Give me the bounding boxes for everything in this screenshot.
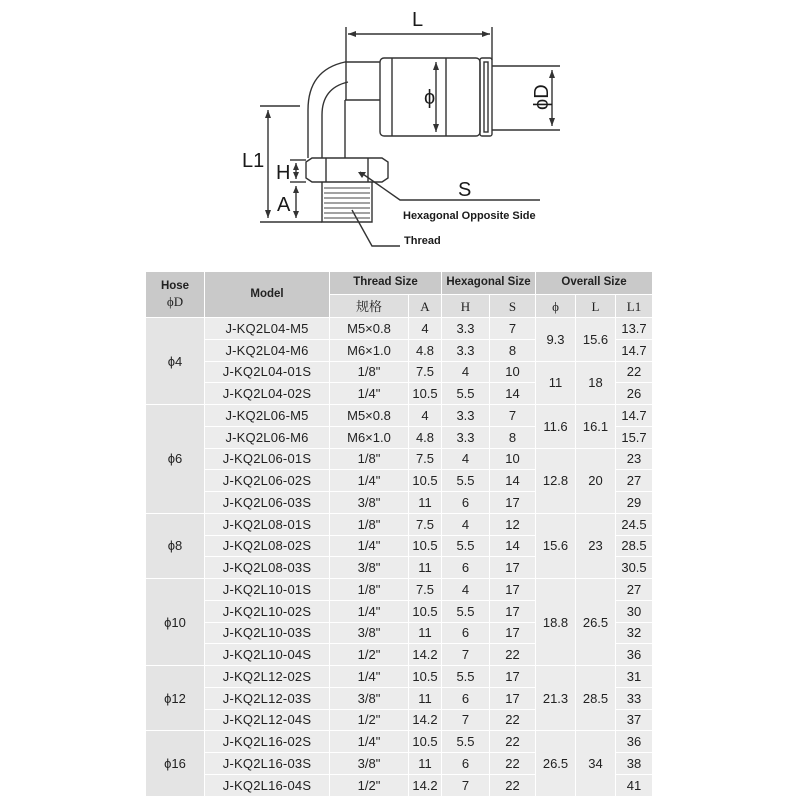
model-cell: J-KQ2L06-01S	[205, 448, 330, 470]
label-l1: L1	[242, 150, 265, 172]
thread-spec-cell: 1/4"	[330, 470, 409, 492]
arrow-l-right	[482, 31, 490, 37]
thread-spec-cell: M5×0.8	[330, 405, 409, 427]
model-cell: J-KQ2L12-02S	[205, 666, 330, 688]
label-s: S	[458, 179, 472, 201]
thread-spec-cell: 3/8"	[330, 687, 409, 709]
thread-spec-cell: 1/4"	[330, 383, 409, 405]
model-cell: J-KQ2L12-04S	[205, 709, 330, 731]
thread-spec-cell: 1/8"	[330, 361, 409, 383]
thread-spec-cell: 1/2"	[330, 709, 409, 731]
overall-l1-cell: 38	[616, 753, 653, 775]
overall-l1-cell: 26	[616, 383, 653, 405]
overall-l1-cell: 14.7	[616, 339, 653, 361]
overall-l-cell: 18	[576, 361, 616, 405]
subheader-spec: 规格	[330, 295, 409, 318]
hex-s-cell: 17	[490, 557, 536, 579]
model-cell: J-KQ2L16-03S	[205, 753, 330, 775]
model-cell: J-KQ2L04-01S	[205, 361, 330, 383]
model-cell: J-KQ2L16-04S	[205, 774, 330, 796]
release-ring-inner	[484, 62, 488, 132]
hex-s-cell: 8	[490, 426, 536, 448]
hex-h-cell: 4	[442, 579, 490, 601]
overall-l-cell: 26.5	[576, 579, 616, 666]
thread-a-cell: 7.5	[409, 448, 442, 470]
thread-leader	[352, 210, 400, 246]
hex-h-cell: 5.5	[442, 535, 490, 557]
overall-l1-cell: 22	[616, 361, 653, 383]
hex-h-cell: 7	[442, 709, 490, 731]
overall-l1-cell: 31	[616, 666, 653, 688]
table-row	[146, 579, 653, 601]
thread-a-cell: 11	[409, 687, 442, 709]
hex-s-cell: 22	[490, 753, 536, 775]
elbow-fitting-drawing	[0, 0, 800, 265]
overall-phi-cell: 11.6	[536, 405, 576, 449]
thread-a-cell: 14.2	[409, 709, 442, 731]
table-row	[146, 318, 653, 340]
thread-spec-cell: 1/8"	[330, 513, 409, 535]
thread-spec-cell: 1/8"	[330, 448, 409, 470]
hex-s-cell: 22	[490, 709, 536, 731]
thread-a-cell: 4	[409, 318, 442, 340]
hex-h-cell: 7	[442, 644, 490, 666]
thread-a-cell: 4.8	[409, 339, 442, 361]
overall-phi-cell: 26.5	[536, 731, 576, 796]
subheader-h: H	[442, 295, 490, 318]
overall-l1-cell: 28.5	[616, 535, 653, 557]
table-row	[146, 513, 653, 535]
thread-spec-cell: M6×1.0	[330, 426, 409, 448]
hex-h-cell: 3.3	[442, 405, 490, 427]
hex-s-cell: 17	[490, 687, 536, 709]
model-cell: J-KQ2L12-03S	[205, 687, 330, 709]
overall-phi-cell: 12.8	[536, 448, 576, 513]
thread-spec-cell: M6×1.0	[330, 339, 409, 361]
hex-s-cell: 7	[490, 318, 536, 340]
thread-a-cell: 10.5	[409, 666, 442, 688]
label-a: A	[277, 194, 291, 216]
label-phid: ϕD	[531, 84, 553, 110]
overall-l1-cell: 41	[616, 774, 653, 796]
table-row	[146, 405, 653, 427]
thread-spec-cell: 1/4"	[330, 600, 409, 622]
overall-l-cell: 20	[576, 448, 616, 513]
hose-header-line1: Hose	[160, 279, 190, 292]
hose-size-cell: ϕ12	[146, 666, 205, 731]
hex-h-cell: 3.3	[442, 339, 490, 361]
hex-s-cell: 22	[490, 731, 536, 753]
arrow-phi-top	[433, 62, 439, 70]
hex-size-header: Hexagonal Size	[442, 272, 536, 295]
hose-size-cell: ϕ4	[146, 318, 205, 405]
thread-spec-cell: 1/4"	[330, 731, 409, 753]
label-hex-callout: Hexagonal Opposite Side	[403, 210, 536, 222]
arrow-a-bottom	[293, 211, 299, 218]
hex-s-cell: 10	[490, 448, 536, 470]
hex-h-cell: 7	[442, 774, 490, 796]
hex-h-cell: 6	[442, 557, 490, 579]
thread-a-cell: 11	[409, 753, 442, 775]
model-header: Model	[205, 272, 330, 318]
hex-s-cell: 14	[490, 535, 536, 557]
arrow-l-left	[348, 31, 356, 37]
model-cell: J-KQ2L04-M5	[205, 318, 330, 340]
thread-a-cell: 10.5	[409, 731, 442, 753]
hose-header	[146, 272, 205, 318]
overall-l1-cell: 32	[616, 622, 653, 644]
elbow-inner-contour	[322, 82, 348, 158]
model-cell: J-KQ2L06-02S	[205, 470, 330, 492]
overall-l-cell: 16.1	[576, 405, 616, 449]
label-phi: ϕ	[424, 87, 436, 109]
table-row	[146, 666, 653, 688]
thread-a-cell: 7.5	[409, 513, 442, 535]
hose-header-line2: ϕD	[166, 294, 184, 310]
thread-a-cell: 10.5	[409, 383, 442, 405]
model-cell: J-KQ2L04-02S	[205, 383, 330, 405]
thread-spec-cell: 3/8"	[330, 753, 409, 775]
thread-a-cell: 10.5	[409, 470, 442, 492]
thread-a-cell: 7.5	[409, 579, 442, 601]
arrow-phi-bottom	[433, 124, 439, 132]
model-cell: J-KQ2L08-01S	[205, 513, 330, 535]
thread-spec-cell: 3/8"	[330, 622, 409, 644]
thread-size-header: Thread Size	[330, 272, 442, 295]
label-h: H	[276, 162, 291, 184]
thread-spec-cell: 1/2"	[330, 774, 409, 796]
hex-h-cell: 5.5	[442, 383, 490, 405]
hex-s-cell: 17	[490, 622, 536, 644]
overall-phi-cell: 18.8	[536, 579, 576, 666]
hex-h-cell: 6	[442, 622, 490, 644]
hose-size-cell: ϕ6	[146, 405, 205, 514]
arrow-l1-top	[265, 110, 271, 118]
overall-l1-cell: 27	[616, 470, 653, 492]
s-leader	[360, 172, 540, 200]
subheader-l1: L1	[616, 295, 653, 318]
table-row	[146, 361, 653, 383]
hex-h-cell: 6	[442, 753, 490, 775]
thread-a-cell: 4	[409, 405, 442, 427]
arrow-l1-bottom	[265, 210, 271, 218]
table-row	[146, 731, 653, 753]
overall-l1-cell: 30.5	[616, 557, 653, 579]
overall-l1-cell: 37	[616, 709, 653, 731]
thread-a-cell: 11	[409, 557, 442, 579]
hex-h-cell: 6	[442, 492, 490, 514]
arrow-a-top	[293, 186, 299, 193]
overall-l-cell: 34	[576, 731, 616, 796]
header-row	[146, 272, 653, 295]
hex-s-cell: 22	[490, 644, 536, 666]
overall-l1-cell: 36	[616, 731, 653, 753]
hex-h-cell: 5.5	[442, 666, 490, 688]
overall-phi-cell: 9.3	[536, 318, 576, 362]
hex-h-cell: 3.3	[442, 318, 490, 340]
hex-s-cell: 12	[490, 513, 536, 535]
hex-h-cell: 5.5	[442, 470, 490, 492]
hex-s-cell: 7	[490, 405, 536, 427]
overall-l-cell: 15.6	[576, 318, 616, 362]
subheader-l: L	[576, 295, 616, 318]
thread-spec-cell: 1/4"	[330, 535, 409, 557]
overall-l1-cell: 30	[616, 600, 653, 622]
arrow-h-top	[293, 163, 299, 170]
model-cell: J-KQ2L10-04S	[205, 644, 330, 666]
subheader-phi: ϕ	[536, 295, 576, 318]
overall-l-cell: 23	[576, 513, 616, 578]
hex-s-cell: 17	[490, 492, 536, 514]
hex-h-cell: 5.5	[442, 731, 490, 753]
hex-h-cell: 5.5	[442, 600, 490, 622]
overall-phi-cell: 11	[536, 361, 576, 405]
model-cell: J-KQ2L16-02S	[205, 731, 330, 753]
arrow-phid-bottom	[549, 118, 555, 126]
hex-s-cell: 10	[490, 361, 536, 383]
arrow-phid-top	[549, 70, 555, 78]
spec-table-body	[146, 318, 653, 797]
thread-a-cell: 4.8	[409, 426, 442, 448]
hose-size-cell: ϕ8	[146, 513, 205, 578]
model-cell: J-KQ2L06-03S	[205, 492, 330, 514]
thread-a-cell: 10.5	[409, 600, 442, 622]
thread-a-cell: 14.2	[409, 644, 442, 666]
overall-l1-cell: 15.7	[616, 426, 653, 448]
thread-a-cell: 11	[409, 622, 442, 644]
thread-a-cell: 11	[409, 492, 442, 514]
subheader-s: S	[490, 295, 536, 318]
model-cell: J-KQ2L10-01S	[205, 579, 330, 601]
hex-s-cell: 17	[490, 666, 536, 688]
overall-size-header: Overall Size	[536, 272, 653, 295]
thread-a-cell: 7.5	[409, 361, 442, 383]
overall-phi-cell: 21.3	[536, 666, 576, 731]
overall-l-cell: 28.5	[576, 666, 616, 731]
model-cell: J-KQ2L10-02S	[205, 600, 330, 622]
hex-h-cell: 4	[442, 513, 490, 535]
thread-spec-cell: 1/4"	[330, 666, 409, 688]
thread-spec-cell: M5×0.8	[330, 318, 409, 340]
overall-l1-cell: 27	[616, 579, 653, 601]
model-cell: J-KQ2L08-03S	[205, 557, 330, 579]
overall-l1-cell: 14.7	[616, 405, 653, 427]
overall-l1-cell: 29	[616, 492, 653, 514]
hex-s-cell: 17	[490, 579, 536, 601]
thread-spec-cell: 3/8"	[330, 492, 409, 514]
hex-s-cell: 14	[490, 383, 536, 405]
arrow-h-bottom	[293, 172, 299, 179]
model-cell: J-KQ2L06-M5	[205, 405, 330, 427]
model-cell: J-KQ2L08-02S	[205, 535, 330, 557]
hex-h-cell: 3.3	[442, 426, 490, 448]
elbow-outer-contour	[308, 62, 380, 158]
overall-phi-cell: 15.6	[536, 513, 576, 578]
label-thread-callout: Thread	[404, 235, 441, 247]
label-l: L	[412, 9, 424, 31]
hex-h-cell: 4	[442, 448, 490, 470]
thread-spec-cell: 3/8"	[330, 557, 409, 579]
hex-s-cell: 14	[490, 470, 536, 492]
thread-a-cell: 14.2	[409, 774, 442, 796]
model-cell: J-KQ2L10-03S	[205, 622, 330, 644]
overall-l1-cell: 13.7	[616, 318, 653, 340]
hex-nut	[306, 158, 388, 182]
release-ring	[480, 58, 492, 136]
hose-size-cell: ϕ10	[146, 579, 205, 666]
table-row	[146, 448, 653, 470]
model-cell: J-KQ2L06-M6	[205, 426, 330, 448]
model-cell: J-KQ2L04-M6	[205, 339, 330, 361]
hex-h-cell: 6	[442, 687, 490, 709]
overall-l1-cell: 24.5	[616, 513, 653, 535]
hex-h-cell: 4	[442, 361, 490, 383]
overall-l1-cell: 33	[616, 687, 653, 709]
hex-s-cell: 8	[490, 339, 536, 361]
thread-spec-cell: 1/2"	[330, 644, 409, 666]
subheader-a: A	[409, 295, 442, 318]
overall-l1-cell: 23	[616, 448, 653, 470]
hex-s-cell: 17	[490, 600, 536, 622]
hex-s-cell: 22	[490, 774, 536, 796]
spec-table	[145, 271, 653, 797]
hose-size-cell: ϕ16	[146, 731, 205, 796]
thread-a-cell: 10.5	[409, 535, 442, 557]
overall-l1-cell: 36	[616, 644, 653, 666]
thread-spec-cell: 1/8"	[330, 579, 409, 601]
